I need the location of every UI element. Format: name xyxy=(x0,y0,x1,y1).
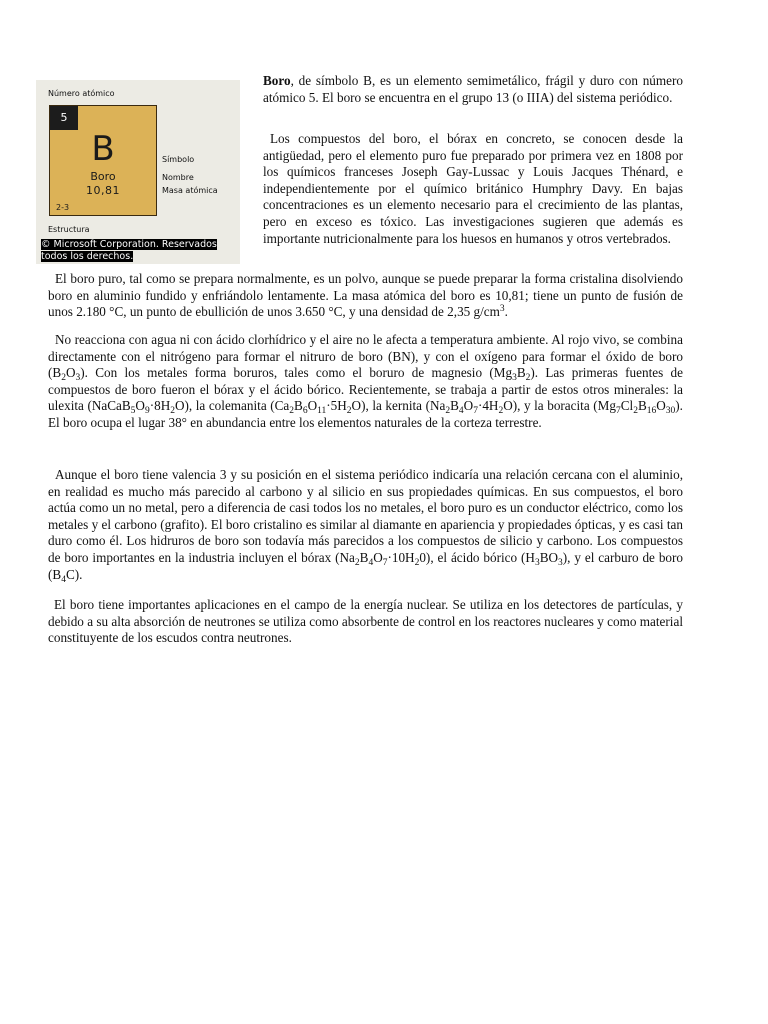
intro-bold-term: Boro xyxy=(263,73,291,88)
element-mass: 10,81 xyxy=(86,184,120,197)
copyright-credit: © Microsoft Corporation. Reservados todos los derechos. xyxy=(41,239,217,262)
boron-element-figure xyxy=(36,80,240,264)
atomic-number-label: Número atómico xyxy=(48,89,115,98)
nuclear-applications-paragraph: El boro tiene importantes aplicaciones en el campo de la energía nuclear. Se utiliza en los detectores de partículas, y debido a su alta absorción de neutrones se utiliza como absorbente de control en los reactores nucleares y como material constituyente de los escudos contra neutrones. xyxy=(48,597,683,646)
element-tile xyxy=(49,105,157,216)
atomic-number: 5 xyxy=(50,106,78,130)
chemistry-paragraph: Aunque el boro tiene valencia 3 y su posición en el sistema periódico indicaría una relación cercana con el aluminio, en realidad es mucho más parecido al carbono y al silicio en sus propiedades químicas. En sus compuestos, el boro actúa como un no metal, pero a diferencia de casi todos los no metales, el boro puro es un conductor eléctrico, como los metales y el carbono (grafito). El boro cristalino es similar al diamante en apariencia y propiedades ópticas, y es casi tan duro como él. Los hidruros de boro son todavía más parecidos a los compuestos de silicio y carbono. Los compuestos de boro importantes en la industria incluyen el bórax $(Na_2B_4O_7\cdot 10H_20)$, el ácido bórico $(H_3BO_3)$, y el carburo de boro $(B_4C)$. xyxy=(48,467,683,585)
element-symbol: B xyxy=(91,129,115,169)
legend-symbol: Símbolo xyxy=(162,155,195,164)
reactivity-paragraph: No reacciona con agua ni con ácido clorhídrico y el aire no le afecta a temperatura ambiente. Al rojo vivo, se combina directamente con el nitrógeno para formar el nitruro de boro (BN), y con el oxígeno para formar el óxido de boro $(B_2O_3)$. Con los metales forma boruros, tales como el boruro de magnesio $(Mg_3B_2)$. Las primeras fuentes de compuestos de boro fueron el bórax y el ácido bórico. Recientemente, se trabaja a partir de estos otros minerales: la ulexita $(NaCaB_5O_9\cdot 8H_2O)$, la colemanita $(Ca_2B_6O_{11}\cdot 5H_2O)$, la kernita $(Na_2B_4O_7\cdot 4H_2O)$, y la boracita $(Mg_7Cl_2B_{16}O_{30})$. El boro ocupa el lugar 38° en abundancia entre los elementos naturales de la corteza terrestre. xyxy=(48,332,683,430)
properties-paragraph: El boro puro, tal como se prepara normalmente, es un polvo, aunque se puede preparar la forma cristalina disolviendo boro en aluminio fundido y enfriándolo lentamente. La masa atómica del boro es 10,81; tiene un punto de fusión de unos 2.180 °C, un punto de ebullición de unos 3.650 °C, y una densidad de 2,35 $g/cm^3$. xyxy=(48,271,683,320)
legend-structure: Estructura xyxy=(48,225,90,234)
intro-paragraph: Boro, de símbolo B, es un elemento semimetálico, frágil y duro con número atómico 5. El boro se encuentra en el grupo 13 (o IIIA) del sistema periódico. xyxy=(263,73,683,105)
legend-name: Nombre xyxy=(162,173,194,182)
history-paragraph: Los compuestos del boro, el bórax en concreto, se conocen desde la antigüedad, pero el elemento puro fue preparado por primera vez en 1808 por los químicos franceses Joseph Gay-Lussac y Louis Jacques Thénard, e independientemente por el químico británico Humphry Davy. En bajas concentraciones es un elemento necesario para el crecimiento de las plantas, pero en exceso es tóxico. Las investigaciones sugieren que además es importante nutricionalmente para los huesos en humanos y otros vertebrados. xyxy=(263,131,683,246)
element-structure: 2-3 xyxy=(56,203,70,212)
element-name: Boro xyxy=(90,170,116,183)
legend-mass: Masa atómica xyxy=(162,186,218,195)
